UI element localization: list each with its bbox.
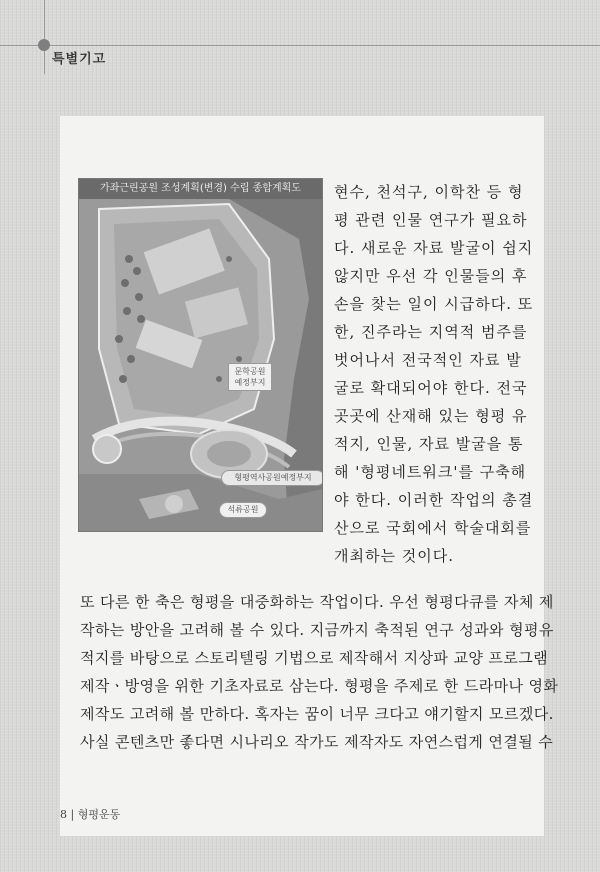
side-paragraph [334, 178, 534, 570]
text-line: 곳곳에 산재해 있는 형평 유 [334, 407, 528, 425]
stone-park-label: 석류공원 [219, 502, 267, 518]
text-line: 한, 진주라는 지역적 범주를 [334, 323, 528, 341]
page-number: 8 [60, 808, 67, 821]
literature-park-label: 문학공원 예정부지 [228, 363, 272, 391]
text-line: 손을 찾는 일이 시급하다. 또 [334, 295, 534, 313]
section-label: 특별기고 [52, 52, 107, 67]
text-line: 평 관련 인물 연구가 필요하 [334, 211, 528, 229]
figure-caption: 가좌근린공원 조성계획(변경) 수립 종합계획도 [79, 179, 322, 199]
page-footer [60, 806, 120, 822]
header-rule [0, 45, 600, 46]
text-line: 또 다른 한 축은 형평을 대중화하는 작업이다. 우선 형평다큐를 자체 제 [80, 593, 554, 611]
text-line: 적지를 바탕으로 스토리텔링 기법으로 제작해서 지상파 교양 프로그램 [80, 649, 548, 667]
text-line: 사실 콘텐츠만 좋다면 시나리오 작가도 제작자도 자연스럽게 연결될 수 [80, 733, 554, 751]
text-line: 적지, 인물, 자료 발굴을 통 [334, 435, 524, 453]
text-line: 않지만 우선 각 인물들의 후 [334, 267, 528, 285]
body-paragraph [80, 588, 559, 756]
text-line: 개최하는 것이다. [334, 547, 454, 565]
text-line: 굴로 확대되어야 한다. 전국 [334, 379, 528, 397]
history-park-label: 형평역사공원예정부지 [221, 470, 323, 486]
text-line: 해 '형평네트워크'를 구축해 [334, 463, 527, 481]
page-header [0, 0, 600, 100]
header-vertical-rule [44, 0, 45, 74]
text-line: 제작도 고려해 볼 만하다. 혹자는 꿈이 너무 크다고 얘기할지 모르겠다. [80, 705, 554, 723]
text-line: 작하는 방안을 고려해 볼 수 있다. 지금까지 축적된 연구 성과와 형평유 [80, 621, 554, 639]
text-line: 야 한다. 이러한 작업의 총결 [334, 491, 534, 509]
publication-name: 형평운동 [77, 808, 121, 821]
park-plan-figure [78, 178, 323, 532]
text-line: 현수, 천석구, 이학찬 등 형 [334, 183, 524, 201]
text-line: 벗어나서 전국적인 자료 발 [334, 351, 522, 369]
footer-separator: | [70, 808, 75, 821]
corner-dot-icon [38, 39, 50, 51]
text-line: 다. 새로운 자료 발굴이 쉽지 [334, 239, 534, 257]
text-line: 산으로 국회에서 학술대회를 [334, 519, 532, 537]
text-line: 제작ㆍ방영을 위한 기초자료로 삼는다. 형평을 주제로 한 드라마나 영화 [80, 677, 559, 695]
